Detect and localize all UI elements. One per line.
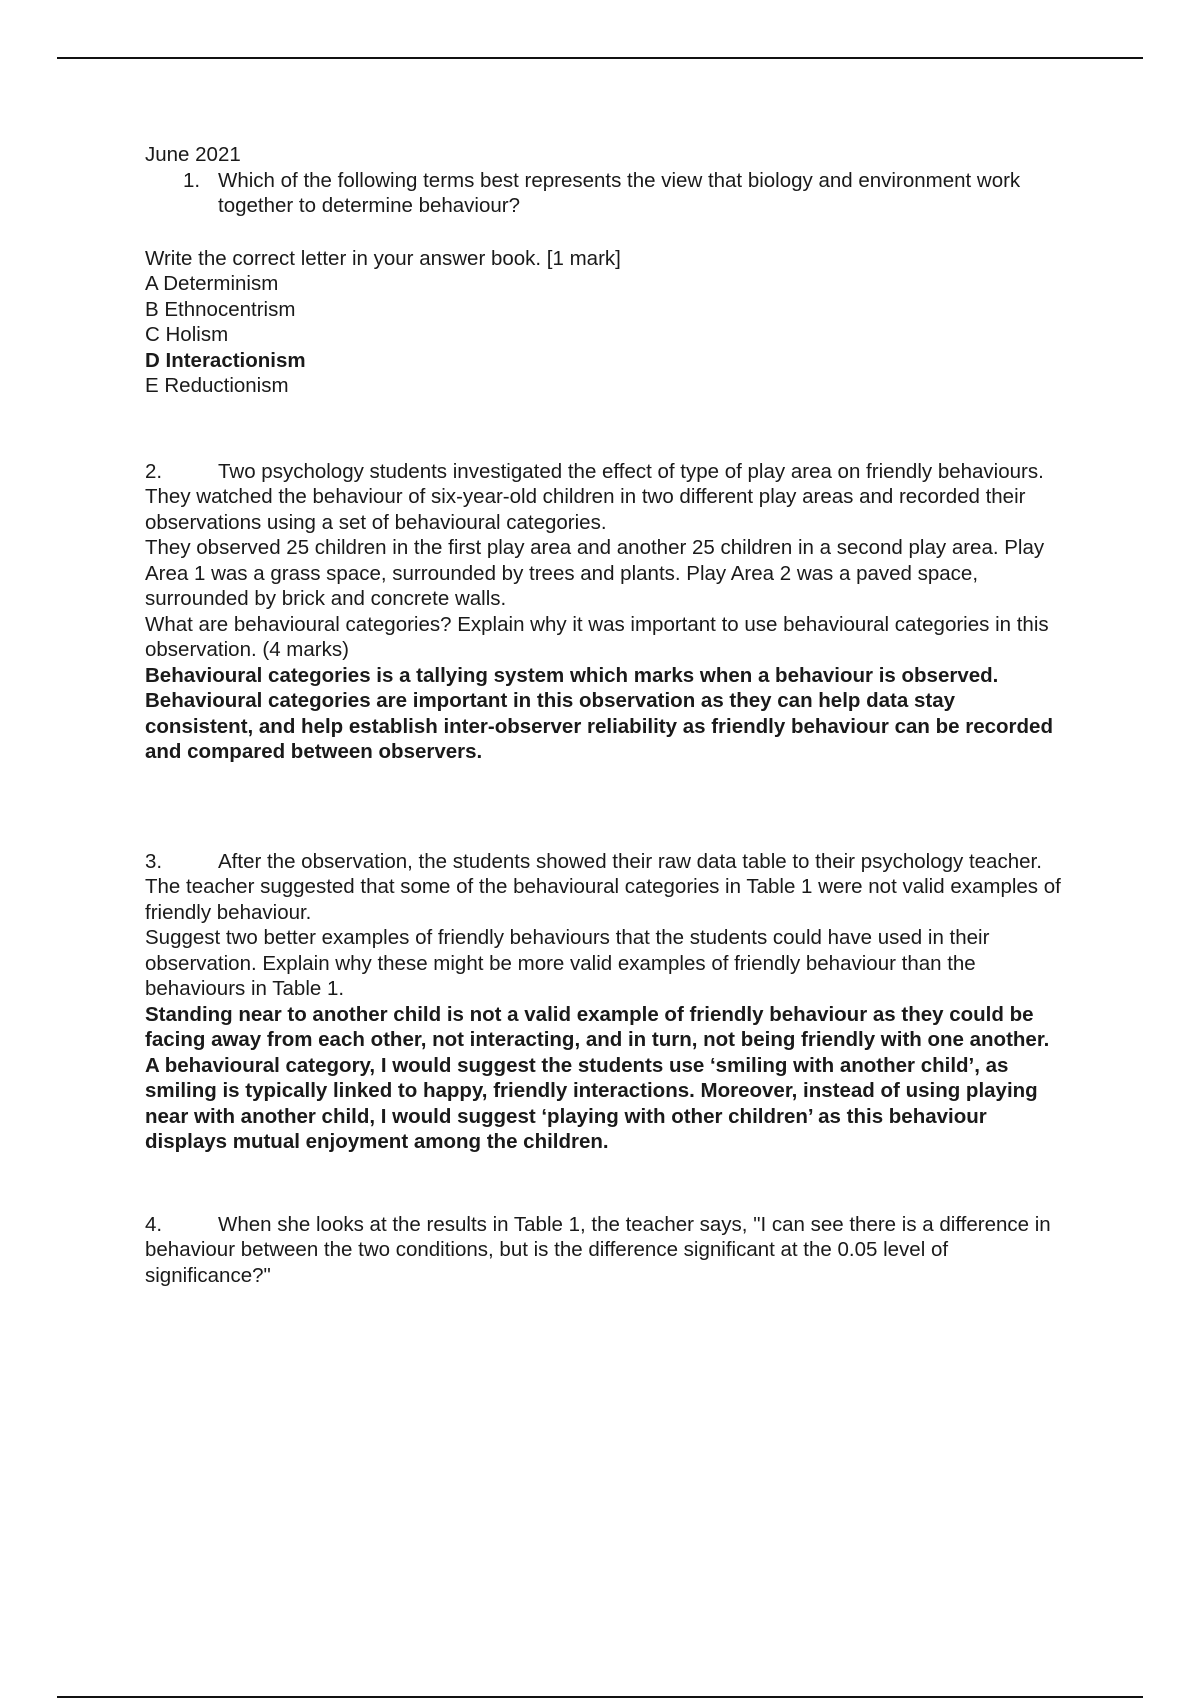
question-2-prompt: What are behavioural categories? Explain why it was important to use behavioural categories in this observation. (4 marks) xyxy=(145,612,1049,661)
document-body xyxy=(145,142,1065,1288)
option-c: C Holism xyxy=(145,323,229,346)
question-1 xyxy=(145,168,1065,219)
option-a: A Determinism xyxy=(145,272,279,295)
question-2 xyxy=(145,459,1065,536)
option-e: E Reductionism xyxy=(145,374,289,397)
question-3-prompt: Suggest two better examples of friendly behaviours that the students could have used in their observation. Explain why these might be more valid examples of friendly behaviour than the behaviours in Table 1. xyxy=(145,926,990,1000)
top-rule xyxy=(57,57,1143,59)
question-4 xyxy=(145,1212,1065,1289)
question-1-instruction: Write the correct letter in your answer book. [1 mark] xyxy=(145,246,621,270)
question-2-answer: Behavioural categories is a tallying system which marks when a behaviour is observed. Behavioural categories are important in this observation as they can help data stay consistent, and help establish inter-observer reliability as friendly behaviour can be recorded and compared between observers. xyxy=(145,663,1053,763)
option-d-correct: D Interactionism xyxy=(145,348,306,372)
document-date: June 2021 xyxy=(145,143,241,166)
question-1-number: 1. xyxy=(183,168,201,192)
option-b: B Ethnocentrism xyxy=(145,297,296,321)
question-3-text: After the observation, the students showed their raw data table to their psychology teacher. The teacher suggested that some of the behavioural categories in Table 1 were not valid examples of friendly behaviour. xyxy=(145,849,1061,924)
question-2-text: Two psychology students investigated the effect of type of play area on friendly behaviours. They watched the behaviour of six-year-old children in two different play areas and recorded their observations using a set of behavioural categories. xyxy=(145,459,1044,534)
question-2-number: 2. xyxy=(145,459,163,483)
question-3 xyxy=(145,849,1065,926)
question-4-number: 4. xyxy=(145,1212,163,1236)
bottom-rule xyxy=(57,1696,1143,1698)
question-4-text: When she looks at the results in Table 1, the teacher says, "I can see there is a difference in behaviour between the two conditions, but is the difference significant at the 0.05 level of significance?" xyxy=(145,1212,1051,1287)
question-3-number: 3. xyxy=(145,849,163,873)
question-2-context: They observed 25 children in the first play area and another 25 children in a second play area. Play Area 1 was a grass space, surrounded by trees and plants. Play Area 2 was a paved space, surrounded by brick and concrete walls. xyxy=(145,536,1045,610)
question-1-text: Which of the following terms best represents the view that biology and environment work together to determine behaviour? xyxy=(218,168,1021,217)
question-1-options xyxy=(145,271,1065,399)
question-3-answer: Standing near to another child is not a valid example of friendly behaviour as they could be facing away from each other, not interacting, and in turn, not being friendly with one another. A behavioural category, I would suggest the students use ‘smiling with another child’, as smiling is typically linked to happy, friendly interactions. Moreover, instead of using playing near with another child, I would suggest ‘playing with other children’ as this behaviour displays mutual enjoyment among the children. xyxy=(145,1002,1050,1153)
